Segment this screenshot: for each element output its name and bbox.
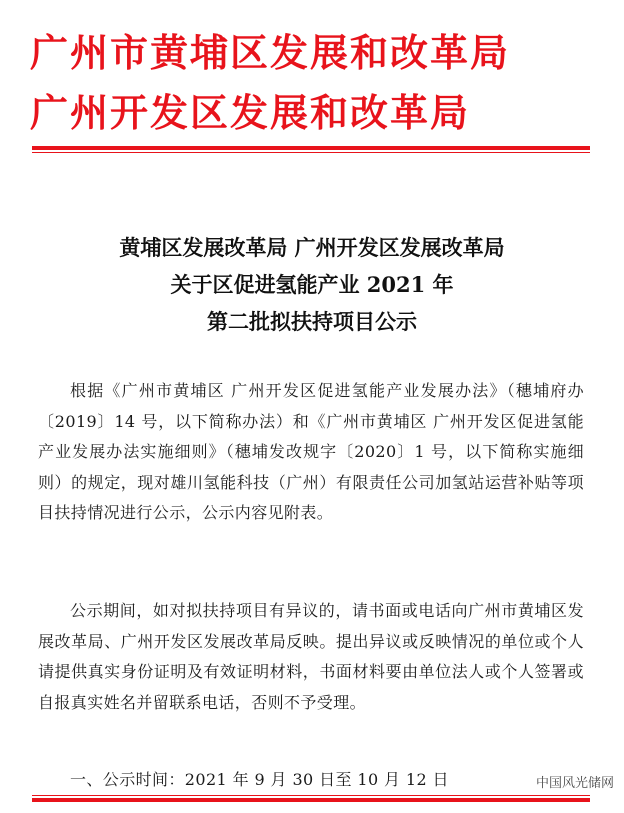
document-title-line-1: 黄埔区发展改革局 广州开发区发展改革局 bbox=[119, 235, 505, 260]
footer-red-rule-thick bbox=[32, 798, 590, 802]
watermark-text: 中国风光储网 bbox=[535, 776, 614, 791]
letterhead-red-rule-thin bbox=[32, 152, 590, 153]
footer-red-rule-thin bbox=[32, 795, 590, 796]
body-item-1: 一、公示时间：2021 年 9 月 30 日至 10 月 12 日 bbox=[70, 770, 449, 789]
letterhead-red-rule-thick bbox=[32, 146, 590, 150]
body-paragraph-1: 根据《广州市黄埔区 广州开发区促进氢能产业发展办法》（穗埔府办〔2019〕14 号，以下简称办法）和《广州市黄埔区 广州开发区促进氢能产业发展办法实施细则》（穗埔发改规字〔2020〕1 号，以下简称实施细则）的规定，现对雄川氢能科技（广州）有限责任公司加氢站运营补贴等项目扶持情况进行公示，公示内容见附表。 bbox=[38, 381, 584, 522]
letterhead-line-2: 广州开发区发展和改革局 bbox=[30, 90, 471, 135]
letterhead-line-1: 广州市黄埔区发展和改革局 bbox=[30, 30, 511, 75]
document-title-line-3: 第二批拟扶持项目公示 bbox=[207, 309, 417, 334]
body-paragraph-2: 公示期间，如对拟扶持项目有异议的，请书面或电话向广州市黄埔区发展改革局、广州开发区发展改革局反映。提出异议或反映情况的单位或个人请提供真实身份证明及有效证明材料，书面材料要由单位法人或个人签署或自报真实姓名并留联系电话，否则不予受理。 bbox=[38, 601, 584, 712]
document-title-line-2: 关于区促进氢能产业 2021 年 bbox=[170, 272, 454, 297]
